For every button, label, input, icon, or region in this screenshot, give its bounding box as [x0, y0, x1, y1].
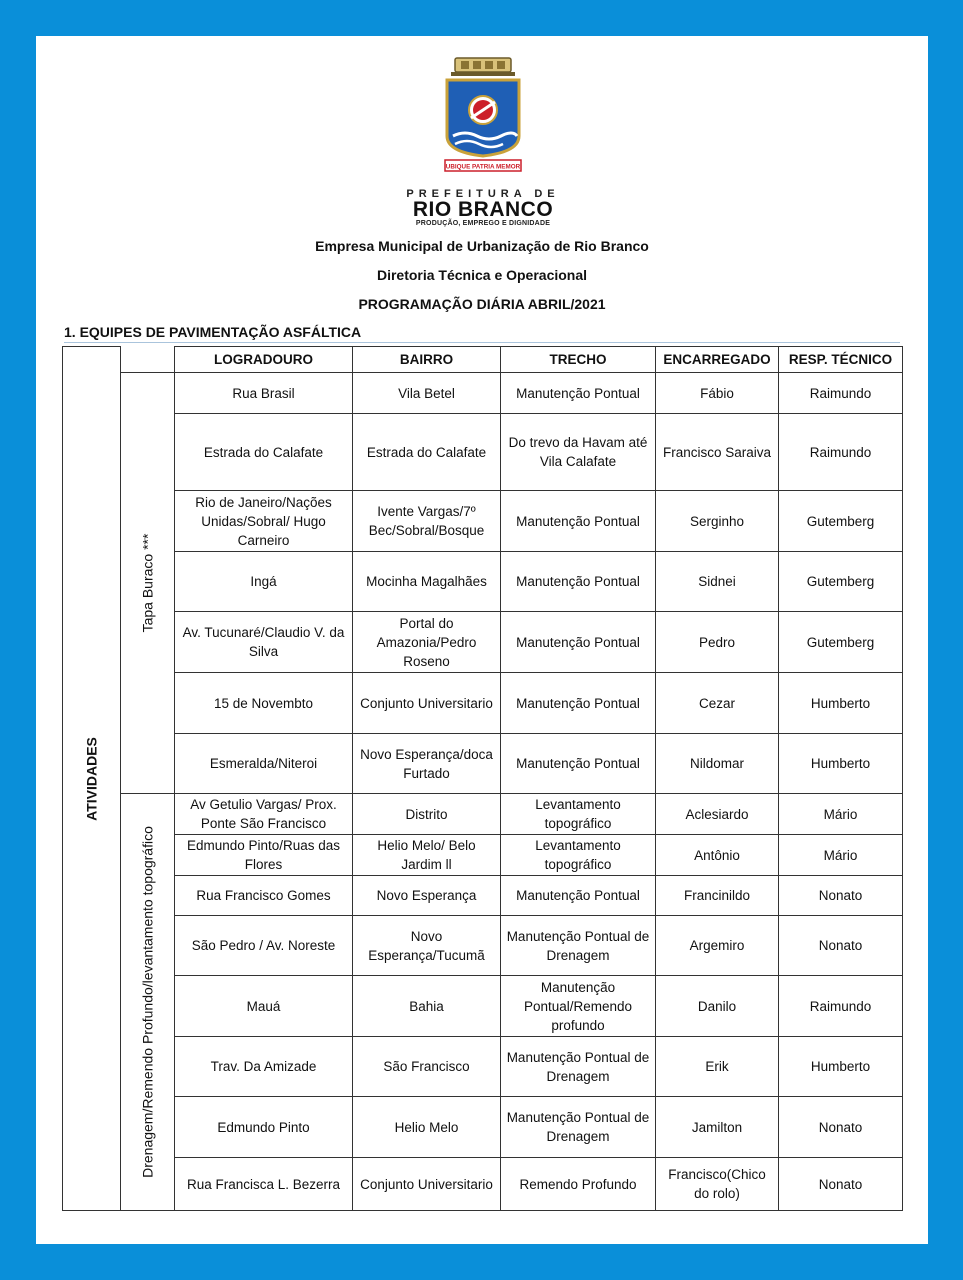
- resp-tecnico-cell: Nonato: [779, 916, 903, 976]
- logradouro-cell: Mauá: [175, 976, 353, 1037]
- company-title: Empresa Municipal de Urbanização de Rio Branco: [315, 238, 649, 254]
- bairro-cell: Vila Betel: [353, 373, 501, 414]
- encarregado-cell: Fábio: [656, 373, 779, 414]
- table-row: [63, 976, 903, 1037]
- encarregado-cell: Antônio: [656, 835, 779, 876]
- resp-tecnico-cell: Nonato: [779, 1097, 903, 1158]
- logradouro-cell: Edmundo Pinto: [175, 1097, 353, 1158]
- bairro-cell: Novo Esperança/doca Furtado: [353, 734, 501, 794]
- bairro-cell: Novo Esperança: [353, 876, 501, 916]
- encarregado-cell: Francisco(Chico do rolo): [656, 1158, 779, 1211]
- resp-tecnico-cell: Humberto: [779, 734, 903, 794]
- trecho-cell: Remendo Profundo: [501, 1158, 656, 1211]
- table-row: [63, 491, 903, 552]
- resp-tecnico-cell: Raimundo: [779, 373, 903, 414]
- resp-tecnico-cell: Nonato: [779, 876, 903, 916]
- trecho-cell: Levantamento topográfico: [501, 835, 656, 876]
- resp-tecnico-cell: Gutemberg: [779, 612, 903, 673]
- schedule-table: [62, 346, 903, 1211]
- bairro-cell: Conjunto Universitario: [353, 1158, 501, 1211]
- motto-text: UBIQUE PATRIA MEMOR: [445, 163, 521, 171]
- bairro-cell: Estrada do Calafate: [353, 414, 501, 491]
- resp-tecnico-cell: Gutemberg: [779, 491, 903, 552]
- resp-tecnico-cell: Humberto: [779, 1037, 903, 1097]
- bairro-cell: Ivente Vargas/7º Bec/Sobral/Bosque: [353, 491, 501, 552]
- table-row: [63, 734, 903, 794]
- resp-tecnico-cell: Raimundo: [779, 414, 903, 491]
- logradouro-cell: 15 de Novembto: [175, 673, 353, 734]
- bairro-cell: Portal do Amazonia/Pedro Roseno: [353, 612, 501, 673]
- column-header-resp-tecnico: RESP. TÉCNICO: [779, 347, 903, 373]
- table-row: [63, 552, 903, 612]
- trecho-cell: Manutenção Pontual: [501, 876, 656, 916]
- prefeitura-brand: [403, 188, 563, 227]
- trecho-cell: Manutenção Pontual: [501, 552, 656, 612]
- trecho-cell: Levantamento topográfico: [501, 794, 656, 835]
- department-title: Diretoria Técnica e Operacional: [376, 267, 588, 283]
- activity-group-label: Drenagem/Remendo Profundo/levantamento topográfico: [139, 826, 155, 1178]
- trecho-cell: Do trevo da Havam até Vila Calafate: [501, 414, 656, 491]
- activity-group-label-cell: [121, 794, 175, 1211]
- trecho-cell: Manutenção Pontual de Drenagem: [501, 1097, 656, 1158]
- bairro-cell: São Francisco: [353, 1037, 501, 1097]
- resp-tecnico-cell: Raimundo: [779, 976, 903, 1037]
- logradouro-cell: Rua Francisca L. Bezerra: [175, 1158, 353, 1211]
- column-header-bairro: BAIRRO: [353, 347, 501, 373]
- resp-tecnico-cell: Humberto: [779, 673, 903, 734]
- resp-tecnico-cell: Mário: [779, 794, 903, 835]
- resp-tecnico-cell: Mário: [779, 835, 903, 876]
- encarregado-cell: Argemiro: [656, 916, 779, 976]
- encarregado-cell: Serginho: [656, 491, 779, 552]
- logradouro-cell: Ingá: [175, 552, 353, 612]
- bairro-cell: Helio Melo/ Belo Jardim ll: [353, 835, 501, 876]
- trecho-cell: Manutenção Pontual: [501, 673, 656, 734]
- section-title: 1. EQUIPES DE PAVIMENTAÇÃO ASFÁLTICA: [64, 324, 900, 343]
- table-row: [63, 1097, 903, 1158]
- encarregado-cell: Sidnei: [656, 552, 779, 612]
- encarregado-cell: Danilo: [656, 976, 779, 1037]
- activity-group-label-cell: [121, 373, 175, 794]
- table-row: [63, 673, 903, 734]
- table-row: [63, 612, 903, 673]
- logradouro-cell: Esmeralda/Niteroi: [175, 734, 353, 794]
- table-row: [63, 373, 903, 414]
- program-title: PROGRAMAÇÃO DIÁRIA ABRIL/2021: [358, 296, 606, 312]
- bairro-cell: Conjunto Universitario: [353, 673, 501, 734]
- header-spacer: [121, 347, 175, 373]
- encarregado-cell: Francisco Saraiva: [656, 414, 779, 491]
- column-header-trecho: TRECHO: [501, 347, 656, 373]
- table-row: [63, 916, 903, 976]
- brand-city-text: RIO BRANCO: [412, 198, 554, 221]
- trecho-cell: Manutenção Pontual: [501, 491, 656, 552]
- table-row: [63, 794, 903, 835]
- table-row: [63, 414, 903, 491]
- logradouro-cell: Rio de Janeiro/Nações Unidas/Sobral/ Hugo Carneiro: [175, 491, 353, 552]
- logradouro-cell: Rua Francisco Gomes: [175, 876, 353, 916]
- resp-tecnico-cell: Nonato: [779, 1158, 903, 1211]
- bairro-cell: Bahia: [353, 976, 501, 1037]
- activities-label-cell: [63, 347, 121, 1211]
- logradouro-cell: Estrada do Calafate: [175, 414, 353, 491]
- logradouro-cell: Trav. Da Amizade: [175, 1037, 353, 1097]
- trecho-cell: Manutenção Pontual: [501, 734, 656, 794]
- trecho-cell: Manutenção Pontual de Drenagem: [501, 1037, 656, 1097]
- encarregado-cell: Erik: [656, 1037, 779, 1097]
- table-row: [63, 876, 903, 916]
- encarregado-cell: Cezar: [656, 673, 779, 734]
- trecho-cell: Manutenção Pontual/Remendo profundo: [501, 976, 656, 1037]
- table-row: [63, 1037, 903, 1097]
- encarregado-cell: Aclesiardo: [656, 794, 779, 835]
- logradouro-cell: Av Getulio Vargas/ Prox. Ponte São Francisco: [175, 794, 353, 835]
- bairro-cell: Helio Melo: [353, 1097, 501, 1158]
- encarregado-cell: Pedro: [656, 612, 779, 673]
- encarregado-cell: Jamilton: [656, 1097, 779, 1158]
- activities-label: ATIVIDADES: [83, 736, 99, 821]
- table-row: [63, 835, 903, 876]
- column-header-encarregado: ENCARREGADO: [656, 347, 779, 373]
- column-header-logradouro: LOGRADOURO: [175, 347, 353, 373]
- logradouro-cell: Av. Tucunaré/Claudio V. da Silva: [175, 612, 353, 673]
- logradouro-cell: Edmundo Pinto/Ruas das Flores: [175, 835, 353, 876]
- resp-tecnico-cell: Gutemberg: [779, 552, 903, 612]
- trecho-cell: Manutenção Pontual de Drenagem: [501, 916, 656, 976]
- bairro-cell: Novo Esperança/Tucumã: [353, 916, 501, 976]
- table-row: [63, 1158, 903, 1211]
- brand-prefeitura-text: PREFEITURA DE: [406, 188, 560, 200]
- document-page: [36, 36, 928, 1244]
- encarregado-cell: Francinildo: [656, 876, 779, 916]
- city-coat-of-arms-logo: [441, 52, 525, 176]
- header-row: [63, 347, 903, 373]
- logradouro-cell: Rua Brasil: [175, 373, 353, 414]
- bairro-cell: Distrito: [353, 794, 501, 835]
- trecho-cell: Manutenção Pontual: [501, 373, 656, 414]
- bairro-cell: Mocinha Magalhães: [353, 552, 501, 612]
- encarregado-cell: Nildomar: [656, 734, 779, 794]
- trecho-cell: Manutenção Pontual: [501, 612, 656, 673]
- logradouro-cell: São Pedro / Av. Noreste: [175, 916, 353, 976]
- brand-slogan-text: PRODUÇÃO, EMPREGO E DIGNIDADE: [415, 220, 551, 227]
- activity-group-label: Tapa Buraco ***: [139, 533, 155, 633]
